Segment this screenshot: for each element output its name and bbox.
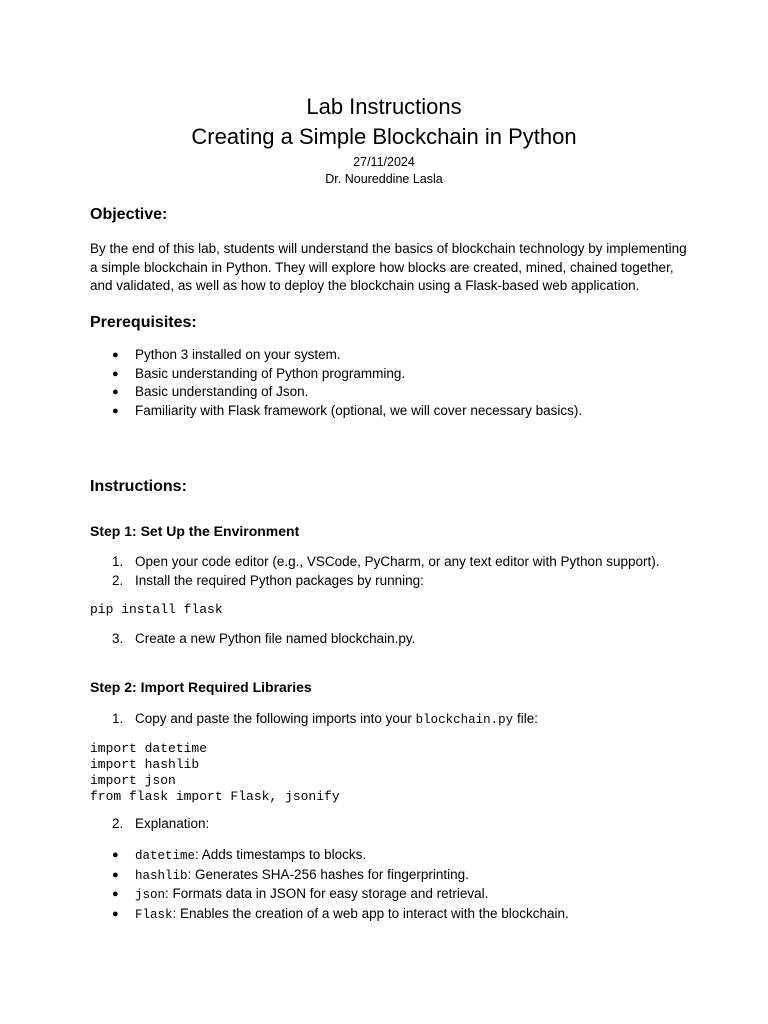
title-line-2: Creating a Simple Blockchain in Python	[191, 124, 577, 149]
bullet-icon: ●	[112, 888, 119, 900]
inline-code: datetime	[135, 849, 196, 863]
step1-heading: Step 1: Set Up the Environment	[90, 523, 300, 539]
list-item: ● Flask: Enables the creation of a web app to interact with the blockchain.	[112, 905, 569, 922]
prerequisites-heading: Prerequisites:	[90, 314, 197, 331]
bullet-icon: ●	[112, 868, 119, 881]
list-item: 2. Install the required Python packages by running:	[112, 572, 424, 588]
inline-code: Flask	[135, 907, 173, 922]
step2-list	[90, 710, 710, 730]
list-item: ● Basic understanding of Json.	[90, 383, 710, 402]
step1-list	[90, 553, 710, 590]
step1-list-continued	[90, 630, 710, 649]
prerequisites-list	[90, 346, 710, 420]
step2-heading: Step 2: Import Required Libraries	[90, 679, 312, 695]
bullet-icon: ●	[112, 849, 119, 861]
bullet-icon: ●	[112, 349, 119, 361]
objective-text: By the end of this lab, students will understand the basics of blockchain technology by implementing a simple blockchain in Python. They will explore how blocks are created, mined, chained together, and validated, as well as how to deploy the blockchain using a Flask-based web application.	[90, 241, 687, 293]
bullet-icon: ●	[112, 367, 119, 380]
list-item: 3. Create a new Python file named blockchain.py.	[112, 631, 416, 646]
list-item: ● Python 3 installed on your system.	[90, 346, 710, 365]
document-date: 27/11/2024	[353, 155, 415, 169]
bullet-icon: ●	[112, 404, 119, 417]
list-item: ● Familiarity with Flask framework (optional, we will cover necessary basics).	[90, 402, 710, 421]
list-item: ● Basic understanding of Python programming.	[90, 365, 710, 384]
inline-code: blockchain.py	[415, 713, 514, 727]
document-header	[0, 92, 768, 188]
list-item: ● json: Formats data in JSON for easy storage and retrieval.	[112, 886, 489, 902]
list-item: ● hashlib: Generates SHA-256 hashes for fingerprinting.	[112, 866, 469, 883]
inline-code: json	[135, 888, 166, 902]
list-item: 1. Copy and paste the following imports into your blockchain.py file:	[112, 711, 538, 727]
code-block-imports: import datetime import hashlib import json from flask import Flask, jsonify	[90, 741, 340, 804]
code-block-pip: pip install flask	[90, 602, 223, 617]
explanation-list	[90, 846, 710, 924]
objective-heading: Objective:	[90, 206, 168, 223]
bullet-icon: ●	[112, 386, 119, 398]
list-item: ● datetime: Adds timestamps to blocks.	[112, 847, 367, 863]
inline-code: hashlib	[135, 868, 188, 883]
bullet-icon: ●	[112, 907, 119, 920]
step2-list-continued	[90, 815, 710, 834]
document-author: Dr. Noureddine Lasla	[325, 172, 443, 186]
list-item: 2. Explanation:	[112, 816, 210, 831]
title-line-1: Lab Instructions	[306, 94, 462, 119]
list-item: 1. Open your code editor (e.g., VSCode, PyCharm, or any text editor with Python support).	[112, 554, 660, 569]
instructions-heading: Instructions:	[90, 478, 187, 495]
